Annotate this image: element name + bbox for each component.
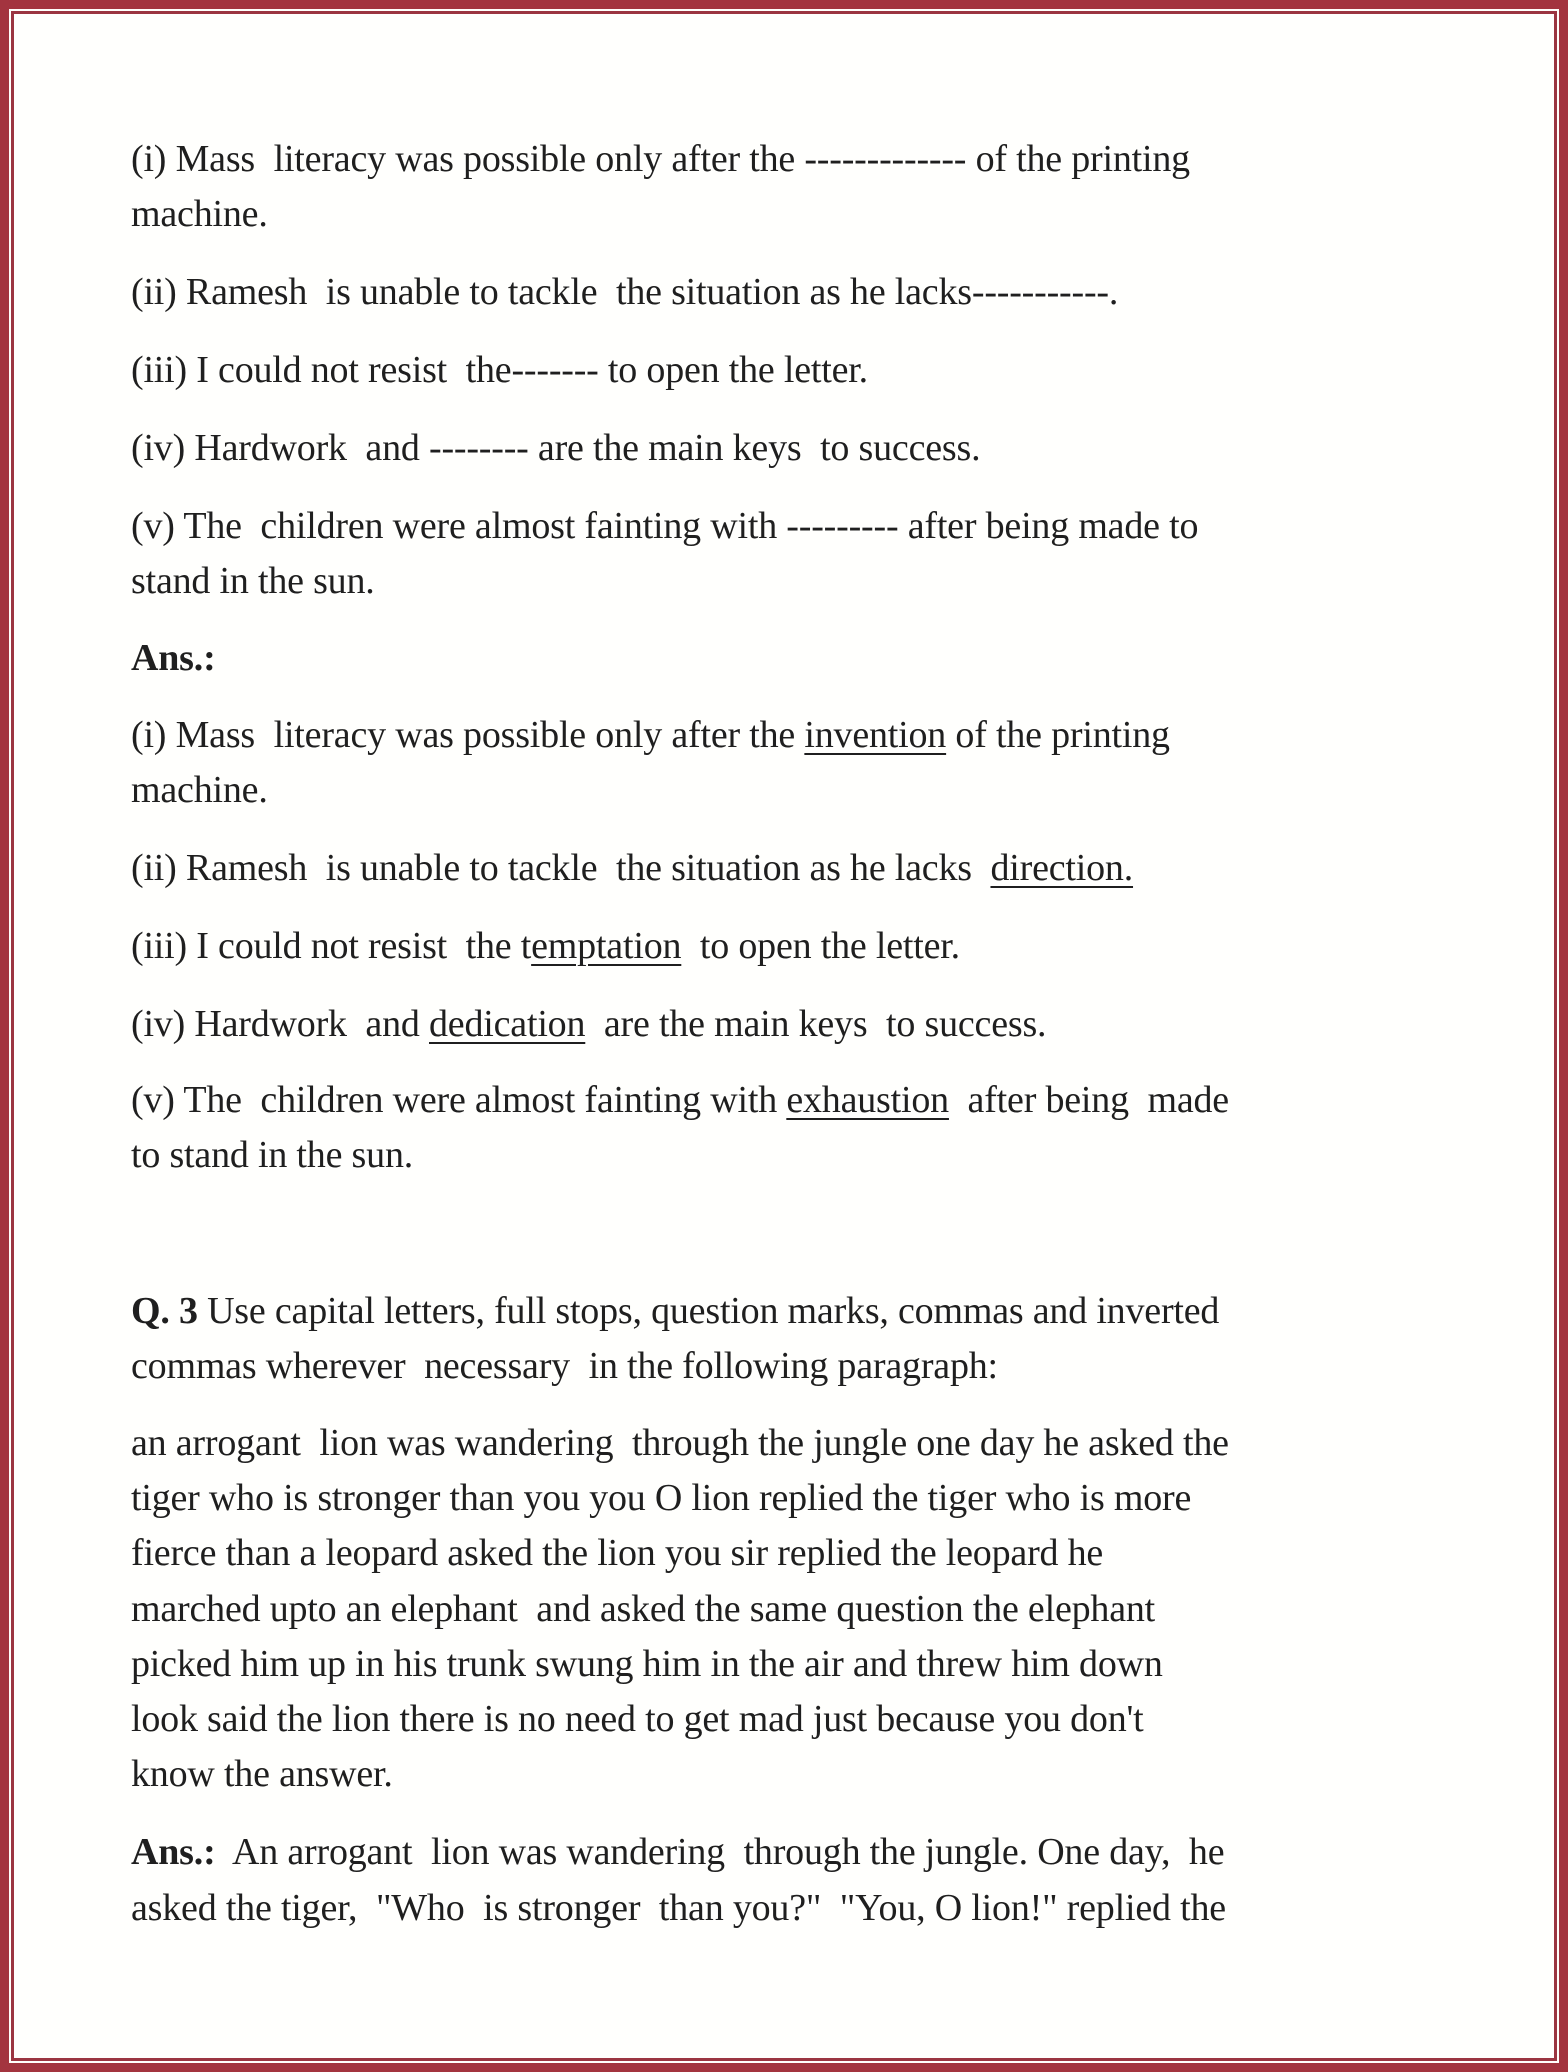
q3-prompt-text: Use capital letters, full stops, question marks, commas and inverted bbox=[197, 1290, 1220, 1332]
answer-ii bbox=[131, 841, 1133, 896]
q3-paragraph-line: tiger who is stronger than you you O lion replied the tiger who is more bbox=[131, 1477, 1192, 1519]
q3-paragraph-line: picked him up in his trunk swung him in the air and threw him down bbox=[131, 1643, 1163, 1685]
question-v-line1: (v) The children were almost fainting with --------- after being made to bbox=[131, 505, 1199, 547]
q3-prompt-line2: commas wherever necessary in the following paragraph: bbox=[131, 1345, 998, 1387]
q3-answer-line1 bbox=[131, 1825, 1224, 1880]
answer-iii bbox=[131, 919, 960, 974]
answer-text: to open the letter. bbox=[681, 925, 960, 967]
answer-word: invention bbox=[804, 714, 947, 756]
answer-word: emptation bbox=[531, 925, 682, 967]
q3-prompt-line1 bbox=[131, 1284, 1219, 1339]
answer-word: dedication bbox=[429, 1003, 586, 1045]
answer-text: after being made bbox=[948, 1079, 1229, 1121]
answer-word: direction. bbox=[990, 847, 1134, 889]
answer-iv bbox=[131, 997, 1046, 1052]
answer-i-line2: machine. bbox=[131, 769, 268, 811]
q3-answer-line2: asked the tiger, "Who is stronger than you?" "You, O lion!" replied the bbox=[131, 1887, 1226, 1929]
q3-paragraph-line: fierce than a leopard asked the lion you sir replied the leopard he bbox=[131, 1532, 1104, 1574]
answer-i-line1 bbox=[131, 708, 1170, 763]
q3-paragraph-line: an arrogant lion was wandering through the jungle one day he asked the bbox=[131, 1422, 1229, 1464]
answer-v-line1 bbox=[131, 1073, 1229, 1128]
q3-answer-text: An arrogant lion was wandering through the jungle. One day, he bbox=[215, 1831, 1225, 1873]
answer-v-line2: to stand in the sun. bbox=[131, 1134, 414, 1176]
question-v-line2: stand in the sun. bbox=[131, 560, 375, 602]
question-iii: (iii) I could not resist the------- to open the letter. bbox=[131, 349, 868, 391]
answer-word: exhaustion bbox=[786, 1079, 949, 1121]
answer-text: (v) The children were almost fainting with bbox=[131, 1079, 787, 1121]
q3-paragraph-line: marched upto an elephant and asked the same question the elephant bbox=[131, 1588, 1156, 1630]
answer-text: of the printing bbox=[946, 714, 1170, 756]
answer-text: (i) Mass literacy was possible only after the bbox=[131, 714, 805, 756]
q3-number: Q. 3 bbox=[131, 1290, 198, 1332]
q3-paragraph-line: know the answer. bbox=[131, 1753, 393, 1795]
answer-text: (iii) I could not resist the t bbox=[131, 925, 532, 967]
q3-answer-label: Ans.: bbox=[131, 1831, 216, 1873]
question-ii: (ii) Ramesh is unable to tackle the situation as he lacks-----------. bbox=[131, 271, 1119, 313]
question-i-line1: (i) Mass literacy was possible only after the ------------- of the printing bbox=[131, 138, 1190, 180]
answer-text: (ii) Ramesh is unable to tackle the situation as he lacks bbox=[131, 847, 991, 889]
answer-text: are the main keys to success. bbox=[585, 1003, 1047, 1045]
q3-paragraph-line: look said the lion there is no need to get mad just because you don't bbox=[131, 1698, 1144, 1740]
answers-label: Ans.: bbox=[131, 637, 216, 679]
question-i-line2: machine. bbox=[131, 193, 268, 235]
question-iv: (iv) Hardwork and -------- are the main keys to success. bbox=[131, 427, 981, 469]
answer-text: (iv) Hardwork and bbox=[131, 1003, 429, 1045]
document-page bbox=[9, 9, 1559, 2063]
